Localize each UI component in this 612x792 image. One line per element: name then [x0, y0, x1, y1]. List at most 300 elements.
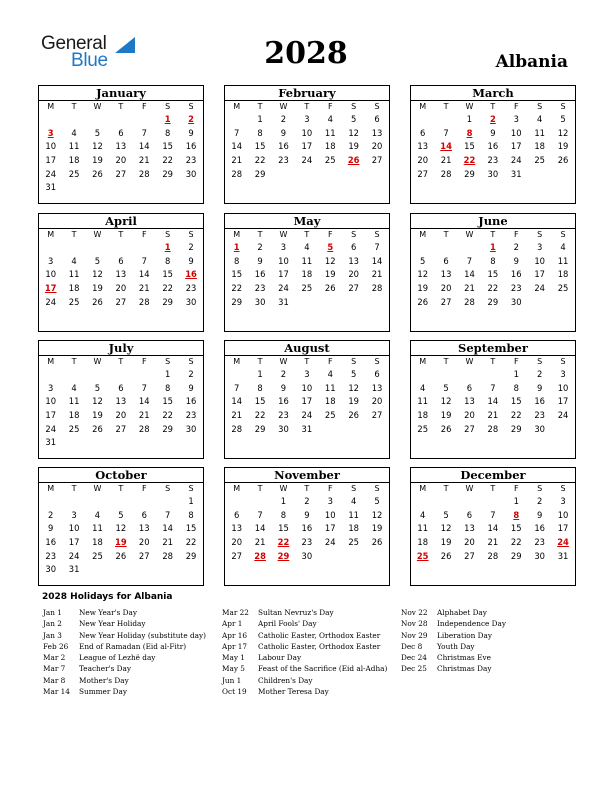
day-empty [434, 495, 457, 509]
day-cell: 28 [162, 550, 173, 561]
day-grid [225, 368, 389, 436]
day-cell: 17 [45, 155, 57, 166]
weekday-label: S [165, 357, 171, 366]
day-cell: 31 [278, 296, 289, 307]
day-cell: 13 [464, 396, 475, 407]
day-cell: 22 [162, 155, 173, 166]
weekday-label: W [465, 484, 474, 493]
day-cell: 31 [557, 550, 569, 561]
weekday-header [225, 356, 389, 368]
day-cell: 7 [374, 242, 380, 252]
day-cell: 10 [557, 382, 569, 393]
day-cell: 2 [304, 496, 310, 506]
holiday-name: Christmas Eve [437, 653, 491, 663]
holiday-name: Feast of the Sacrifice (Eid al-Adha) [258, 664, 388, 674]
day-cell: 21 [138, 283, 150, 294]
day-cell: 2 [536, 496, 543, 506]
day-cell: 6 [141, 509, 147, 520]
day-cell: 4 [71, 127, 77, 138]
day-cell: 16 [185, 396, 197, 407]
day-cell: 29 [254, 423, 266, 434]
weekday-label: T [257, 230, 263, 239]
day-empty [62, 368, 85, 382]
day-cell: 21 [138, 410, 150, 421]
day-cell: 16 [487, 141, 499, 152]
day-cell: 23 [45, 550, 57, 561]
day-cell: 16 [510, 269, 522, 280]
day-cell: 21 [464, 283, 475, 294]
day-cell: 13 [348, 255, 359, 266]
holiday-name: Liberation Day [437, 630, 493, 640]
day-cell: 24 [45, 423, 57, 434]
day-cell: 12 [371, 509, 383, 520]
day-cell: 28 [231, 423, 243, 434]
day-cell: 7 [257, 509, 263, 520]
holiday-date: Dec 25 [401, 664, 427, 674]
day-cell-holiday: 2 [188, 114, 194, 124]
day-cell: 8 [280, 509, 287, 520]
day-cell: 18 [92, 537, 103, 548]
day-cell: 11 [68, 396, 80, 407]
weekday-label: W [465, 230, 474, 239]
day-cell: 27 [371, 410, 383, 421]
day-cell: 30 [185, 168, 197, 179]
day-cell: 21 [487, 537, 499, 548]
day-cell: 25 [534, 155, 545, 166]
day-cell: 4 [304, 242, 310, 252]
day-cell: 9 [280, 127, 287, 138]
day-cell: 26 [92, 423, 103, 434]
day-cell: 5 [94, 255, 101, 266]
day-cell: 4 [71, 382, 77, 393]
holiday-item [43, 663, 206, 674]
day-cell: 27 [371, 155, 383, 166]
day-cell: 3 [560, 369, 566, 379]
day-cell: 20 [464, 537, 475, 548]
page-title-year: 2028 [264, 36, 348, 71]
day-empty [225, 495, 248, 509]
day-cell: 20 [115, 410, 127, 421]
day-cell: 17 [45, 410, 57, 421]
day-cell-holiday: 16 [185, 269, 197, 280]
month-april [38, 213, 204, 332]
day-empty [458, 241, 481, 255]
day-cell: 10 [510, 127, 522, 138]
holiday-item [43, 630, 206, 641]
weekday-label: S [188, 357, 194, 366]
day-cell: 25 [557, 283, 569, 294]
month-title: July [39, 341, 203, 356]
day-cell: 22 [487, 283, 499, 294]
holiday-column [43, 607, 206, 697]
weekday-label: T [257, 102, 263, 111]
weekday-label: S [560, 230, 566, 239]
day-cell: 15 [464, 141, 475, 152]
day-cell: 31 [68, 564, 80, 575]
weekday-label: F [141, 102, 147, 111]
day-cell: 23 [185, 155, 197, 166]
day-cell: 16 [534, 523, 545, 534]
day-cell: 27 [115, 296, 127, 307]
day-cell: 5 [350, 114, 357, 124]
weekday-header [225, 483, 389, 495]
day-cell: 30 [278, 423, 289, 434]
day-cell-holiday: 3 [47, 127, 54, 138]
day-empty [434, 241, 457, 255]
day-cell: 26 [92, 168, 103, 179]
day-cell: 31 [510, 168, 522, 179]
day-cell: 11 [417, 396, 429, 407]
holiday-name: End of Ramadan (Eid al-Fitr) [79, 641, 187, 651]
holiday-date: Oct 19 [222, 687, 247, 697]
day-empty [109, 495, 132, 509]
holiday-item [222, 618, 387, 629]
day-cell: 26 [557, 155, 569, 166]
day-cell: 29 [254, 168, 266, 179]
weekday-label: F [327, 230, 333, 239]
holiday-column [401, 607, 506, 675]
day-cell: 17 [557, 523, 569, 534]
day-cell: 5 [443, 382, 449, 393]
month-february [224, 85, 390, 204]
day-cell: 24 [301, 155, 313, 166]
day-cell: 20 [371, 141, 383, 152]
day-cell: 15 [231, 269, 243, 280]
day-grid [411, 368, 575, 436]
day-cell: 21 [254, 537, 266, 548]
holiday-date: Mar 7 [43, 664, 66, 674]
holiday-date: Jan 3 [43, 630, 62, 640]
weekday-label: M [47, 102, 55, 111]
weekday-label: T [490, 357, 496, 366]
weekday-label: T [490, 484, 496, 493]
day-cell: 4 [327, 369, 333, 379]
holiday-item [43, 618, 206, 629]
day-cell: 15 [487, 269, 499, 280]
day-cell: 9 [280, 382, 287, 393]
holiday-name: Children's Day [258, 675, 313, 685]
day-cell: 20 [440, 283, 452, 294]
day-cell: 14 [254, 523, 266, 534]
holiday-date: Mar 8 [43, 675, 66, 685]
weekday-label: W [93, 357, 102, 366]
day-cell: 3 [513, 114, 519, 124]
weekday-label: F [327, 484, 333, 493]
day-cell: 26 [324, 283, 336, 294]
day-cell: 15 [510, 523, 522, 534]
day-cell: 13 [371, 382, 383, 393]
day-grid [39, 241, 203, 309]
day-cell: 27 [115, 168, 127, 179]
day-cell: 7 [141, 127, 147, 138]
day-cell: 8 [257, 127, 263, 138]
day-cell: 31 [45, 182, 57, 193]
day-cell: 7 [490, 382, 496, 393]
weekday-header [225, 229, 389, 241]
day-cell: 12 [348, 382, 359, 393]
month-title: November [225, 468, 389, 483]
day-cell: 28 [138, 423, 150, 434]
day-cell: 30 [254, 296, 266, 307]
day-cell: 13 [138, 523, 150, 534]
day-cell: 23 [278, 155, 289, 166]
day-cell: 9 [536, 382, 543, 393]
day-cell: 10 [45, 141, 57, 152]
weekday-label: S [374, 357, 380, 366]
month-may [224, 213, 390, 332]
day-cell: 3 [280, 242, 287, 252]
day-cell: 21 [371, 269, 383, 280]
day-empty [109, 368, 132, 382]
day-cell: 7 [466, 255, 473, 266]
day-grid [225, 241, 389, 309]
day-empty [411, 495, 434, 509]
day-empty [248, 495, 271, 509]
day-grid [411, 113, 575, 181]
day-grid [39, 368, 203, 450]
day-cell: 7 [164, 509, 171, 520]
day-cell: 8 [257, 382, 263, 393]
day-cell: 27 [464, 550, 475, 561]
holiday-item [401, 630, 506, 641]
day-cell: 4 [536, 114, 543, 124]
day-cell-holiday: 22 [463, 155, 476, 166]
holiday-date: Dec 24 [401, 653, 427, 663]
weekday-header [411, 483, 575, 495]
weekday-label: T [118, 484, 124, 493]
day-cell-holiday: 5 [327, 242, 334, 252]
day-cell: 10 [68, 523, 80, 534]
weekday-label: W [465, 102, 474, 111]
holiday-name: Labour Day [258, 653, 302, 663]
day-cell: 4 [560, 242, 566, 252]
day-cell: 6 [118, 255, 124, 266]
weekday-label: W [279, 357, 288, 366]
day-cell: 2 [280, 369, 287, 379]
weekday-label: T [443, 357, 449, 366]
day-cell: 30 [534, 550, 545, 561]
weekday-label: M [419, 230, 427, 239]
month-title: March [411, 86, 575, 101]
holiday-item [401, 652, 506, 663]
day-cell: 19 [324, 269, 336, 280]
day-cell: 25 [417, 423, 429, 434]
day-cell: 12 [557, 127, 569, 138]
day-cell: 20 [464, 410, 475, 421]
holiday-date: Dec 8 [401, 641, 423, 651]
day-cell: 2 [536, 369, 543, 379]
day-cell: 14 [487, 396, 499, 407]
weekday-label: F [327, 357, 333, 366]
day-cell: 29 [162, 168, 173, 179]
holiday-item [43, 686, 206, 697]
weekday-label: W [279, 484, 288, 493]
day-cell: 1 [513, 496, 519, 506]
day-empty [86, 241, 109, 255]
day-cell: 18 [557, 269, 569, 280]
holiday-column [222, 607, 387, 697]
day-cell: 1 [188, 496, 194, 506]
day-cell: 8 [490, 255, 496, 266]
weekday-header [39, 483, 203, 495]
day-cell: 9 [188, 382, 194, 393]
weekday-label: S [374, 484, 380, 493]
day-cell: 17 [278, 269, 289, 280]
month-title: January [39, 86, 203, 101]
month-november [224, 467, 390, 586]
day-empty [62, 113, 85, 127]
day-cell: 23 [254, 283, 266, 294]
holiday-date: Mar 22 [222, 608, 249, 617]
holiday-date: Jan 1 [43, 608, 62, 617]
day-cell-holiday: 8 [513, 509, 520, 520]
day-cell-holiday: 14 [440, 141, 452, 152]
day-cell: 12 [440, 396, 452, 407]
holiday-name: Mother Teresa Day [258, 687, 329, 697]
day-cell: 18 [348, 523, 359, 534]
weekday-label: M [419, 102, 427, 111]
day-cell-holiday: 1 [233, 242, 240, 252]
day-cell: 12 [92, 141, 103, 152]
day-cell: 26 [92, 296, 103, 307]
day-cell: 20 [348, 269, 359, 280]
weekday-label: T [304, 484, 310, 493]
holiday-item [222, 630, 387, 641]
day-cell: 19 [557, 141, 569, 152]
day-cell: 23 [534, 410, 545, 421]
holiday-item [401, 641, 506, 652]
day-cell: 20 [417, 155, 429, 166]
day-empty [225, 113, 248, 127]
holiday-item [401, 607, 506, 618]
day-cell: 24 [68, 550, 80, 561]
day-cell: 28 [464, 296, 475, 307]
day-cell: 3 [48, 255, 54, 266]
day-empty [39, 368, 62, 382]
weekday-label: T [257, 484, 263, 493]
day-cell: 25 [68, 423, 80, 434]
day-cell: 6 [443, 255, 449, 266]
weekday-label: S [537, 357, 543, 366]
day-cell: 1 [164, 369, 171, 379]
day-empty [86, 495, 109, 509]
day-cell: 3 [304, 369, 310, 379]
day-cell: 15 [278, 523, 289, 534]
weekday-label: F [141, 484, 147, 493]
weekday-header [39, 356, 203, 368]
day-cell: 30 [510, 296, 522, 307]
holiday-item [43, 675, 206, 686]
day-cell: 14 [138, 396, 150, 407]
weekday-label: S [537, 102, 543, 111]
day-cell: 31 [45, 437, 57, 448]
day-cell: 13 [115, 141, 127, 152]
weekday-label: T [443, 102, 449, 111]
holiday-date: May 5 [222, 664, 245, 674]
month-title: September [411, 341, 575, 356]
holiday-item [222, 686, 387, 697]
day-cell: 12 [348, 127, 359, 138]
day-cell: 13 [464, 523, 475, 534]
day-cell: 13 [115, 269, 127, 280]
weekday-label: T [71, 484, 77, 493]
day-cell: 5 [118, 509, 124, 520]
day-empty [86, 113, 109, 127]
day-cell: 19 [371, 523, 383, 534]
day-cell: 25 [68, 296, 80, 307]
day-empty [62, 495, 85, 509]
day-cell: 27 [348, 283, 359, 294]
day-cell: 3 [71, 509, 77, 520]
day-cell: 11 [534, 127, 545, 138]
day-cell: 3 [327, 496, 333, 506]
day-cell: 1 [257, 369, 263, 379]
weekday-header [411, 229, 575, 241]
holiday-item [222, 607, 387, 618]
holiday-name: Christmas Day [437, 664, 492, 674]
day-cell: 20 [115, 283, 127, 294]
day-cell: 30 [534, 423, 545, 434]
day-cell: 11 [301, 255, 313, 266]
holiday-item [43, 607, 206, 618]
day-cell: 18 [324, 396, 336, 407]
day-cell: 14 [162, 523, 173, 534]
weekday-label: S [374, 230, 380, 239]
day-cell: 24 [45, 168, 57, 179]
day-cell: 12 [440, 523, 452, 534]
day-cell: 9 [188, 255, 194, 266]
day-cell: 2 [513, 242, 519, 252]
month-title: May [225, 214, 389, 229]
day-cell: 19 [92, 155, 103, 166]
day-cell: 16 [254, 269, 266, 280]
day-grid [39, 495, 203, 577]
day-cell: 14 [231, 141, 243, 152]
day-cell: 15 [162, 141, 173, 152]
holiday-date: Mar 2 [43, 653, 66, 663]
holiday-name: New Year Holiday (substitute day) [79, 630, 206, 640]
day-cell: 29 [185, 550, 197, 561]
day-cell: 22 [254, 410, 266, 421]
day-cell: 22 [254, 155, 266, 166]
day-cell: 30 [185, 296, 197, 307]
month-title: April [39, 214, 203, 229]
month-title: December [411, 468, 575, 483]
day-cell: 9 [48, 523, 54, 534]
weekday-label: W [93, 230, 102, 239]
month-title: June [411, 214, 575, 229]
day-cell: 25 [92, 550, 103, 561]
weekday-label: T [71, 102, 77, 111]
day-cell: 9 [490, 127, 496, 138]
country-name: Albania [495, 52, 568, 72]
day-cell: 19 [348, 141, 359, 152]
day-cell: 24 [324, 537, 336, 548]
day-cell: 19 [348, 396, 359, 407]
day-cell: 6 [466, 382, 473, 393]
day-cell: 12 [92, 396, 103, 407]
day-cell: 17 [324, 523, 336, 534]
day-cell: 15 [254, 396, 266, 407]
month-title: February [225, 86, 389, 101]
day-cell: 29 [162, 423, 173, 434]
month-july [38, 340, 204, 459]
holiday-name: Catholic Easter, Orthodox Easter [258, 630, 381, 640]
day-cell: 12 [115, 523, 127, 534]
day-cell: 13 [440, 269, 452, 280]
day-cell: 8 [234, 255, 240, 266]
day-cell: 7 [443, 127, 449, 138]
